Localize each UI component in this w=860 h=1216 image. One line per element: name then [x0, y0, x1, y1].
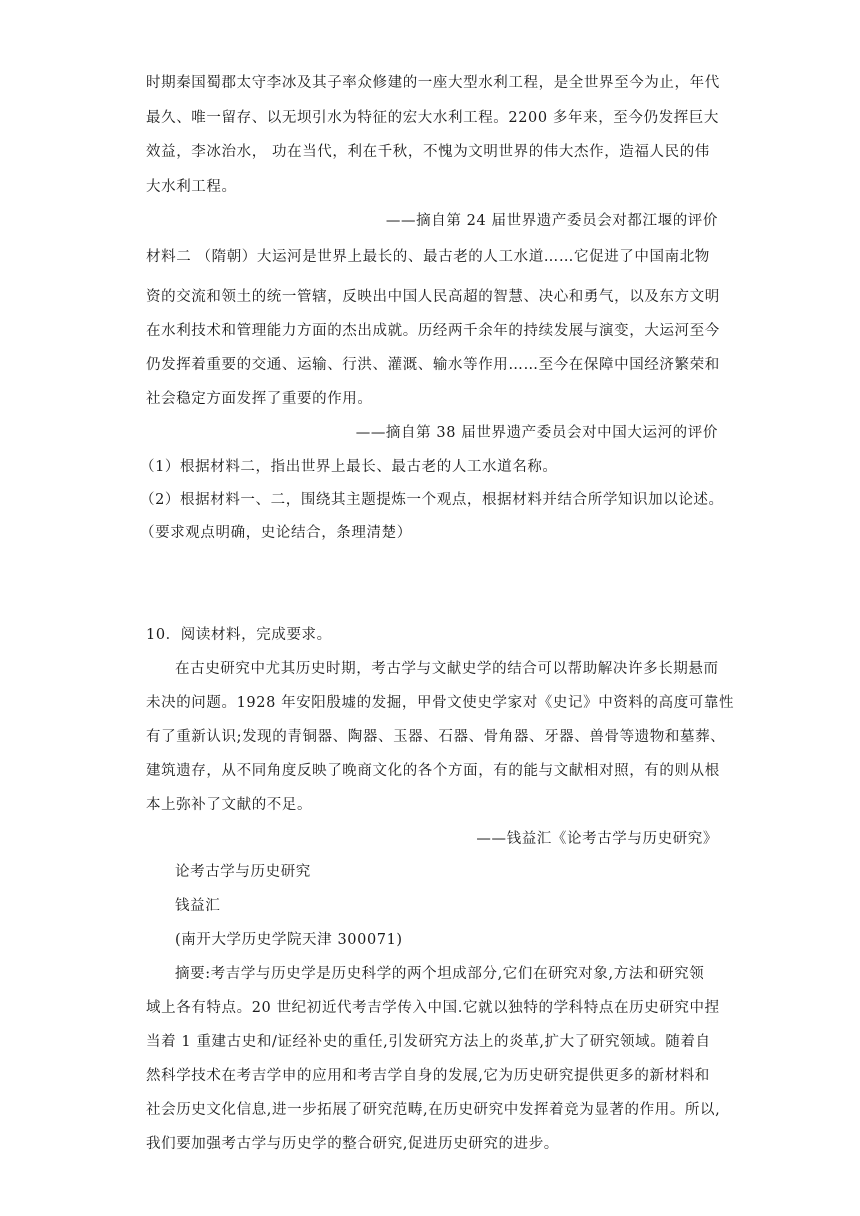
abstract-line: 摘要:考吉学与历史学是历史科学的两个坦成部分,它们在研究对象,方法和研究领	[175, 966, 705, 982]
material-two-source: ——摘自第 38 届世界遗产委员会对中国大运河的评价	[355, 425, 718, 441]
passage-line: 建筑遗存，从不同角度反映了晚商文化的各个方面，有的能与文献相对照，有的则从根	[146, 763, 720, 779]
abstract-line: 域上各有特点。20 世纪初近代考吉学传入中国.它就以独特的学科特点在历史研究中捏	[146, 1000, 720, 1016]
article-title: 论考古学与历史研究	[175, 864, 311, 880]
passage-line: 未决的问题。1928 年安阳殷墟的发掘，甲骨文使史学家对《史记》中资料的高度可靠性	[146, 695, 735, 711]
passage-source: ——钱益汇《论考古学与历史研究》	[476, 831, 718, 847]
material-one-line: 时期秦国蜀郡太守李冰及其子率众修建的一座大型水利工程，是全世界至今为止，年代	[146, 75, 720, 91]
abstract-line: 社会历史文化信息,进一步拓展了研究范畴,在历史研究中发挥着竞为显著的作用。所以,	[146, 1102, 721, 1118]
passage-line: 有了重新认识;发现的青铜器、陶器、玉器、石器、骨角器、牙器、兽骨等遗物和墓葬、	[146, 729, 726, 745]
abstract-line: 当着 1 重建古史和/证经补史的重任,引发研究方法上的炎革,扩大了研究领域。随着自	[146, 1034, 711, 1050]
material-two-line: 仍发挥着重要的交通、运输、行洪、灌溉、输水等作用……至今在保障中国经济繁荣和	[146, 357, 720, 373]
material-two-line: 在水利技术和管理能力方面的杰出成就。历经两千余年的持续发展与演变，大运河至今	[146, 323, 720, 339]
material-one-line: 效益，李冰治水， 功在当代，利在千秋，不愧为文明世界的伟大杰作，造福人民的伟	[146, 144, 710, 160]
question-1: （1）根据材料二，指出世界上最长、最古老的人工水道名称。	[140, 459, 558, 475]
passage-line: 本上弥补了文献的不足。	[146, 797, 313, 813]
article-author: 钱益汇	[175, 898, 221, 914]
material-one-source: ——摘自第 24 届世界遗产委员会对都江堰的评价	[385, 213, 718, 229]
material-two-line: 资的交流和领土的统一管辖，反映出中国人民高超的智慧、决心和勇气，以及东方文明	[146, 289, 720, 305]
material-one-line: 最久、唯一留存、以无坝引水为特征的宏大水利工程。2200 多年来，至今仍发挥巨大	[146, 110, 720, 126]
question-2-requirement: （要求观点明确，史论结合，条理清楚）	[140, 525, 412, 541]
article-affiliation: (南开大学历史学院天津 300071)	[175, 932, 403, 948]
abstract-line: 我们要加强考古学与历史学的整合研究,促进历史研究的进步。	[146, 1136, 559, 1152]
material-two-line: 社会稳定方面发挥了重要的作用。	[146, 391, 373, 407]
problem-10-heading: 10．阅读材料，完成要求。	[146, 627, 332, 643]
passage-line: 在古史研究中尤其历史时期，考古学与文献史学的结合可以帮助解决许多长期悬而	[175, 661, 719, 677]
material-one-line: 大水利工程。	[146, 179, 237, 195]
material-two-line: 材料二 （隋朝）大运河是世界上最长的、最古老的人工水道……它促进了中国南北物	[146, 249, 710, 265]
abstract-line: 然科学技术在考吉学申的应用和考吉学自身的发展,它为历史研究提供更多的新材料和	[146, 1068, 710, 1084]
question-2: （2）根据材料一、二，围绕其主题提炼一个观点，根据材料并结合所学知识加以论述。	[140, 492, 724, 508]
